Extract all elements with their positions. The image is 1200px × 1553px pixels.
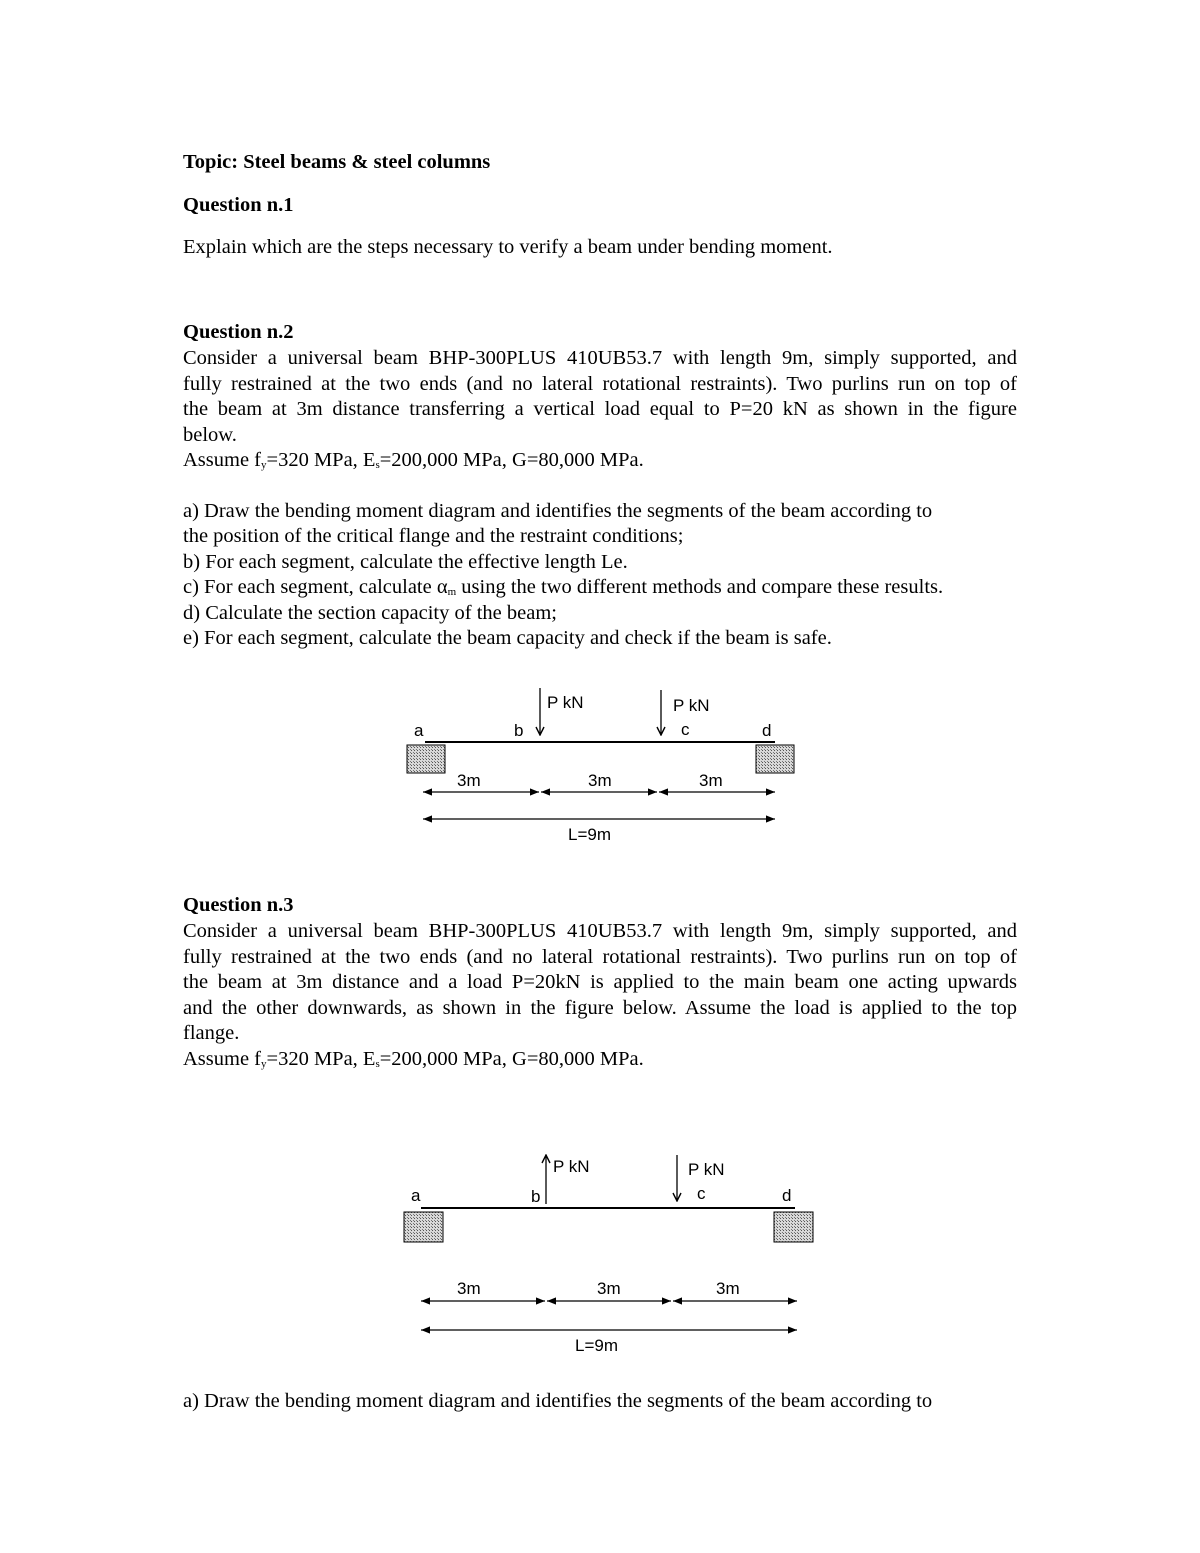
paragraph-line: fully restrained at the two ends (and no lateral rotational restraints). Two purlins run on top of	[183, 945, 1017, 968]
question-2-part-b: b) For each segment, calculate the effective length Le.	[183, 551, 628, 573]
question-2-part-c: c) For each segment, calculate $\alpha_m$ using the two different methods and compare these results.	[183, 576, 944, 598]
question-2-part-a-line-1: a) Draw the bending moment diagram and identifies the segments of the beam according to	[183, 500, 933, 522]
load-label-b: P kN	[547, 693, 584, 712]
paragraph-line: below.	[183, 423, 237, 446]
load-label-c: P kN	[688, 1160, 725, 1179]
right-support	[774, 1212, 813, 1242]
question-1-heading: Question n.1	[183, 194, 294, 216]
question-2-paragraph	[183, 346, 1017, 448]
load-label-c: P kN	[673, 696, 710, 715]
dimension-label-1: 3m	[457, 1279, 481, 1298]
load-label-b: P kN	[553, 1157, 590, 1176]
point-label-b: b	[514, 721, 524, 740]
point-label-c: c	[697, 1184, 706, 1203]
paragraph-line: fully restrained at the two ends (and no lateral rotational restraints). Two purlins run on top of	[183, 372, 1017, 395]
dimension-label-3: 3m	[716, 1279, 740, 1298]
point-label-d: d	[782, 1186, 792, 1205]
question-2-beam-figure	[407, 688, 794, 844]
point-label-b: b	[531, 1187, 541, 1206]
paragraph-line: flange.	[183, 1022, 240, 1044]
question-3-part-a: a) Draw the bending moment diagram and identifies the segments of the beam according to	[183, 1390, 933, 1412]
dimension-label-3: 3m	[699, 771, 723, 790]
question-3-beam-figure	[404, 1155, 813, 1355]
point-label-c: c	[681, 720, 690, 739]
question-2-part-a-line-2: the position of the critical flange and the restraint conditions;	[183, 525, 684, 547]
paragraph-line: Consider a universal beam BHP-300PLUS 410UB53.7 with length 9m, simply supported, and	[183, 347, 1017, 369]
question-2-assumptions: Assume $f_y=320$ MPa, $E_s=200,000$ MPa, G=80,000 MPa.	[183, 449, 644, 471]
point-label-d: d	[762, 721, 772, 740]
left-support	[404, 1212, 443, 1242]
left-support	[407, 745, 445, 773]
question-2-part-e: e) For each segment, calculate the beam capacity and check if the beam is safe.	[183, 627, 832, 649]
question-2-part-d: d) Calculate the section capacity of the beam;	[183, 602, 557, 624]
paragraph-line: the beam at 3m distance and a load P=20kN is applied to the main beam one acting upwards	[183, 971, 1017, 993]
point-label-a: a	[411, 1186, 421, 1205]
question-3-heading: Question n.3	[183, 894, 294, 916]
question-3-paragraph	[183, 919, 1017, 1047]
right-support	[756, 745, 794, 773]
question-2-heading: Question n.2	[183, 321, 294, 343]
dimension-total-label: L=9m	[568, 825, 611, 844]
question-1-text: Explain which are the steps necessary to verify a beam under bending moment.	[183, 236, 833, 258]
paragraph-line: and the other downwards, as shown in the figure below. Assume the load is applied to the top	[183, 996, 1017, 1019]
topic-heading: Topic: Steel beams & steel columns	[183, 151, 491, 173]
point-label-a: a	[414, 721, 424, 740]
dimension-total-label: L=9m	[575, 1336, 618, 1355]
paragraph-line: the beam at 3m distance transferring a vertical load equal to P=20 kN as shown in the figure	[183, 398, 1017, 420]
paragraph-line: Consider a universal beam BHP-300PLUS 410UB53.7 with length 9m, simply supported, and	[183, 920, 1017, 942]
dimension-label-1: 3m	[457, 771, 481, 790]
question-3-assumptions: Assume $f_y=320$ MPa, $E_s=200,000$ MPa, G=80,000 MPa.	[183, 1048, 644, 1070]
dimension-label-2: 3m	[597, 1279, 621, 1298]
dimension-label-2: 3m	[588, 771, 612, 790]
